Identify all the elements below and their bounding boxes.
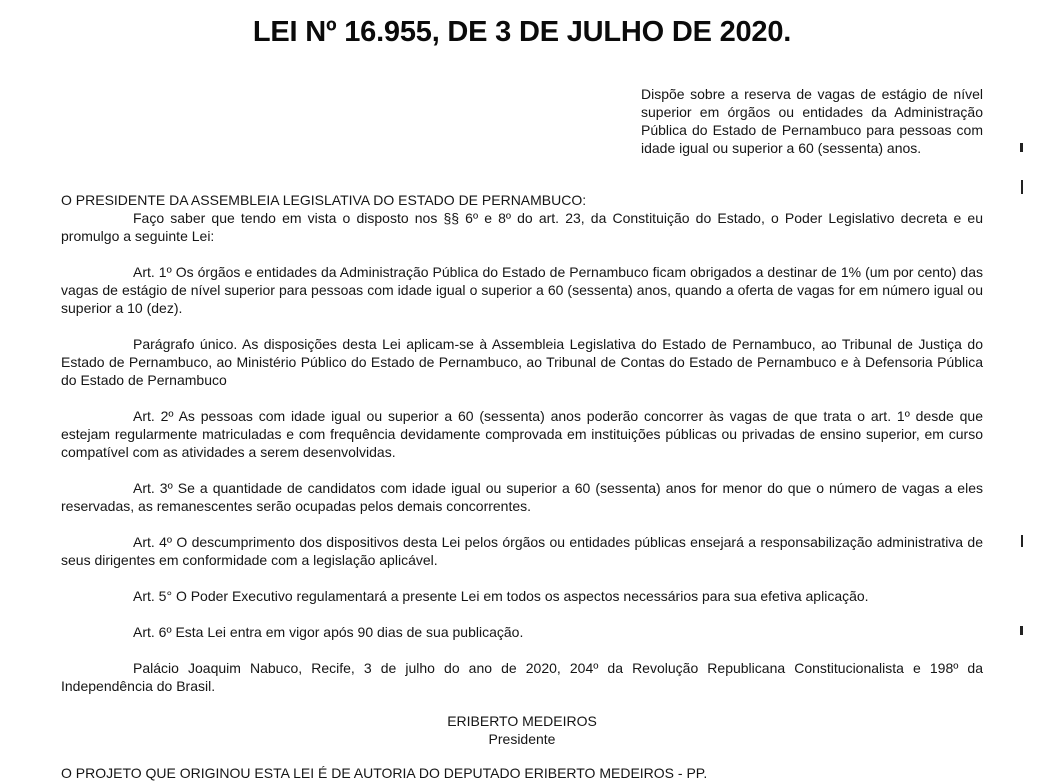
article-3: Art. 3º Se a quantidade de candidatos com idade igual ou superior a 60 (sessenta) anos for menor do que o número de vagas a eles reservadas, as remanescentes serão ocupadas pelos demais concorrentes. [61,480,983,514]
article-1-sole-paragraph: Parágrafo único. As disposições desta Lei aplicam-se à Assembleia Legislativa do Estado de Pernambuco, ao Tribunal de Justiça do Estado de Pernambuco, ao Ministério Público do Estado de Pernambuco, ao Tribunal de Contas do Estado de Pernambuco e à Defensoria Pública do Estado de Pernambuco [61,336,983,388]
page-edge-mark [1020,626,1023,635]
closing-statement: Palácio Joaquim Nabuco, Recife, 3 de julho do ano de 2020, 204º da Revolução Republicana Constitucionalista e 198º da Independência do Brasil. [61,660,983,694]
page-edge-mark [1020,143,1023,152]
signatory-name: ERIBERTO MEDEIROS [447,713,597,729]
law-title: LEI Nº 16.955, DE 3 DE JULHO DE 2020. [252,16,792,48]
article-1: Art. 1º Os órgãos e entidades da Administração Pública do Estado de Pernambuco ficam obrigados a destinar de 1% (um por cento) das vagas de estágio de nível superior para pessoas com idade igual o superior a 60 (sessenta) anos, quando a oferta de vagas for em número igual ou superior a 10 (dez). [61,264,983,316]
signatory-role: Presidente [488,731,556,747]
law-summary: Dispõe sobre a reserva de vagas de estágio de nível superior em órgãos ou entidades da Administração Pública do Estado de Pernambuco para pessoas com idade igual ou superior a 60 (sessenta) anos. [641,86,983,156]
page-edge-mark [1021,535,1023,547]
authorship-note: O PROJETO QUE ORIGINOU ESTA LEI É DE AUTORIA DO DEPUTADO ERIBERTO MEDEIROS - PP. [61,765,708,781]
page-edge-mark [1021,180,1023,194]
preamble-text: Faço saber que tendo em vista o disposto nos §§ 6º e 8º do art. 23, da Constituição do Estado, o Poder Legislativo decreta e eu promulgo a seguinte Lei: [61,210,983,244]
article-6: Art. 6º Esta Lei entra em vigor após 90 dias de sua publicação. [133,624,524,640]
article-4: Art. 4º O descumprimento dos dispositivos desta Lei pelos órgãos ou entidades públicas ensejará a responsabilização administrativa de seus dirigentes em conformidade com a legislação aplicável. [61,534,983,568]
preamble-heading: O PRESIDENTE DA ASSEMBLEIA LEGISLATIVA DO ESTADO DE PERNAMBUCO: [61,192,587,208]
article-2: Art. 2º As pessoas com idade igual ou superior a 60 (sessenta) anos poderão concorrer às vagas de que trata o art. 1º desde que estejam regularmente matriculadas e com frequência devidamente comprovada em instituições públicas ou privadas de ensino superior, em curso compatível com as atividades a serem desenvolvidas. [61,408,983,460]
article-5: Art. 5° O Poder Executivo regulamentará a presente Lei em todos os aspectos necessários para sua efetiva aplicação. [133,588,869,604]
signature-block [61,712,983,748]
law-body [61,191,983,695]
